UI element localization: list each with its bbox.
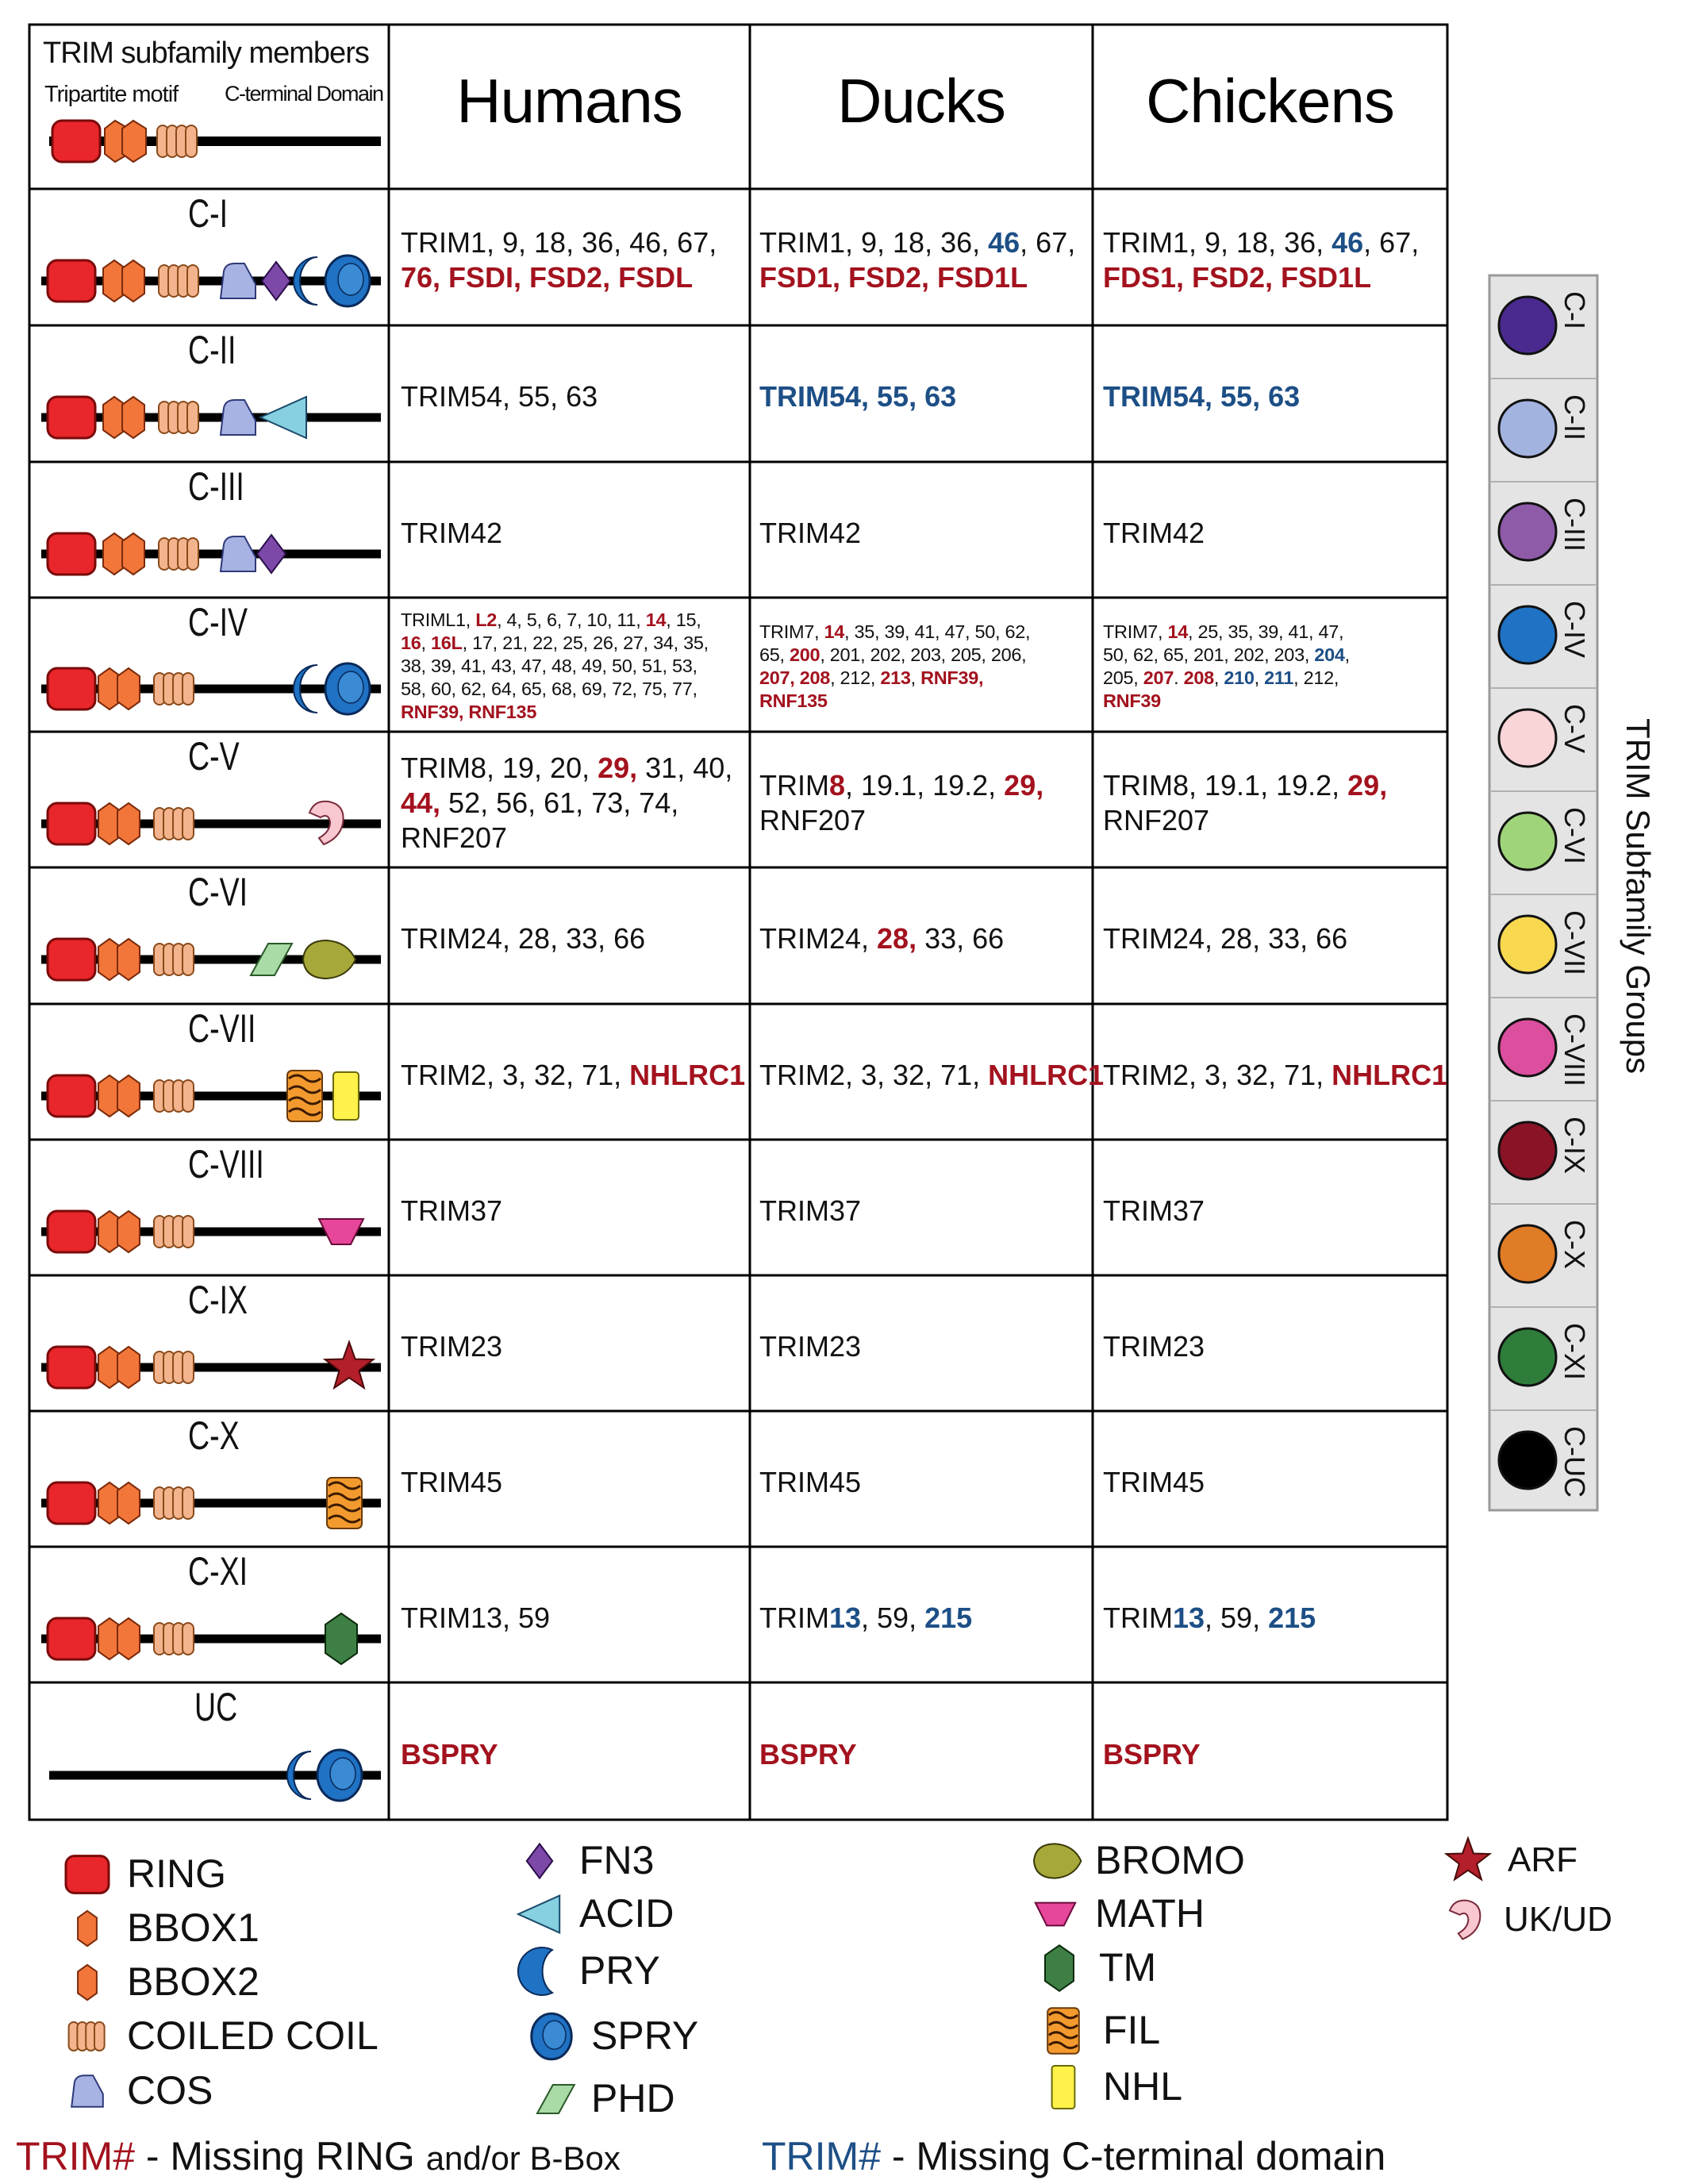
cell-text: 46 [988, 226, 1020, 259]
corner-domain-diagram [40, 111, 389, 175]
group-label: C-II [188, 328, 236, 372]
cell-text: TRIM1, 9, 18, 36, [1103, 226, 1332, 259]
group-legend-label: C-III [1558, 498, 1591, 552]
legend-icon-acid [504, 1882, 575, 1946]
legend-label-ring: RING [127, 1851, 226, 1896]
cell-text: NHLRC1 [988, 1059, 1105, 1091]
legend-icon-phd [516, 2067, 587, 2131]
cell-text: 205, [1103, 667, 1143, 688]
legend-label-fil: FIL [1103, 2008, 1161, 2052]
cell-text: 215 [924, 1601, 973, 1634]
cell-text: , 35, 39, 41, 47, 50, 62, [844, 621, 1031, 642]
cell-text: 8 [828, 769, 846, 802]
cell-text: TRIM37 [1103, 1194, 1205, 1227]
cell-text: TRIML1, [401, 609, 476, 630]
cell-text: , [1254, 667, 1265, 688]
cell-text: RNF135 [759, 690, 828, 711]
legend-label-phd: PHD [591, 2076, 675, 2121]
cell-ducks-c-x [759, 1465, 861, 1500]
cell-text: , 15, [666, 609, 701, 630]
cell-humans-c-i [401, 225, 717, 295]
missing-cterm-mark: TRIM# [762, 2134, 881, 2178]
cell-ducks-uc [759, 1737, 857, 1772]
cell-text: , 17, 21, 22, 25, 26, 27, 34, 35, [462, 633, 709, 653]
group-label: C-III [188, 464, 244, 509]
cell-humans-c-viii [401, 1194, 502, 1228]
group-swatch-c-xi [1499, 1328, 1556, 1386]
group-swatch-c-ii [1499, 400, 1556, 457]
corner-subtitle-cterminal: C-terminal Domain [225, 82, 383, 106]
cell-text: NHLRC1 [629, 1059, 746, 1091]
cell-text: 28, [877, 922, 917, 955]
cell-humans-c-iii [401, 516, 502, 551]
domain-diagram [32, 1457, 389, 1545]
cell-text: 16 [401, 633, 421, 653]
cell-text: 215 [1268, 1601, 1316, 1634]
cell-ducks-c-vii [759, 1058, 1104, 1093]
legend-label-bbox2: BBOX2 [127, 1959, 259, 2004]
group-label: C-IX [188, 1278, 248, 1322]
cell-text: , [1213, 667, 1224, 688]
cell-chickens-c-ii [1103, 379, 1300, 414]
cell-chickens-c-vii [1103, 1058, 1447, 1093]
cell-text: FDS1, FSD2, FSD1L [1103, 261, 1372, 294]
legend-label-bromo: BROMO [1095, 1838, 1245, 1882]
cell-humans-c-v [401, 751, 732, 856]
cell-text: NHLRC1 [1332, 1059, 1448, 1091]
cell-text: TRIM37 [759, 1194, 862, 1227]
group-legend-label: C-I [1558, 291, 1591, 329]
cell-ducks-c-ii [759, 379, 956, 414]
legend-label-tm: TM [1099, 1945, 1157, 1990]
cell-text: , 25, 35, 39, 41, 47, [1188, 621, 1344, 642]
cell-text: , 59, [1205, 1601, 1269, 1634]
cell-text: TRIM1, 9, 18, 36, [759, 226, 989, 259]
cell-text: TRIM24, [759, 922, 878, 955]
legend-icon-pry [504, 1940, 575, 2003]
cell-text: TRIM1, 9, 18, 36, 46, 67, [401, 226, 717, 259]
cell-text: , 212, [1293, 667, 1339, 688]
legend-label-acid: ACID [579, 1891, 674, 1936]
cell-chickens-c-iv [1103, 621, 1350, 713]
cell-text: 207, 208 [759, 667, 831, 688]
cell-text: , 59, [861, 1601, 925, 1634]
group-swatch-c-vii [1499, 916, 1556, 973]
cell-text: 44, [401, 786, 441, 819]
cell-text: RNF39 [1103, 690, 1161, 711]
cell-text: TRIM37 [401, 1194, 503, 1227]
cell-text: 200 [790, 644, 820, 665]
group-legend-label: C-IV [1558, 601, 1591, 658]
cell-ducks-c-xi [759, 1601, 972, 1636]
cell-text: 14 [1167, 621, 1189, 642]
cell-text: BSPRY [1103, 1738, 1201, 1771]
cell-text: TRIM7, [1103, 621, 1168, 642]
legend-icon-spry [516, 2005, 587, 2068]
cell-text: , 4, 5, 6, 7, 10, 11, [497, 609, 646, 630]
cell-text: 33, 66 [917, 922, 1005, 955]
cell-text: BSPRY [759, 1738, 857, 1771]
cell-text: 52, 56, 61, 73, 74, [440, 786, 679, 819]
legend-label-math: MATH [1095, 1891, 1205, 1936]
cell-text: TRIM54, 55, 63 [401, 380, 598, 413]
cell-text: RNF39, RNF135 [401, 702, 537, 722]
cell-text: RNF39, [920, 667, 984, 688]
corner-title: TRIM subfamily members [43, 37, 369, 70]
legend-icon-cos [52, 2059, 123, 2123]
cell-text: RNF207 [401, 821, 508, 854]
missing-ring-note [16, 2133, 621, 2179]
cell-humans-c-ii [401, 379, 598, 414]
cell-text: TRIM45 [1103, 1466, 1205, 1498]
group-label: UC [194, 1685, 238, 1729]
cell-text: 13 [828, 1601, 862, 1634]
cell-chickens-c-i [1103, 225, 1419, 295]
missing-ring-text: - Missing RING [135, 2134, 426, 2178]
domain-diagram [32, 1593, 389, 1681]
group-legend-label: C-IX [1558, 1117, 1591, 1174]
group-label: C-XI [188, 1549, 248, 1594]
domain-diagram [32, 508, 389, 596]
cell-text: TRIM23 [1103, 1330, 1205, 1363]
cell-text: , 67, [1363, 226, 1420, 259]
group-label: C-VIII [188, 1142, 264, 1186]
missing-ring-text2: and/or B-Box [425, 2140, 621, 2177]
cell-ducks-c-vi [759, 921, 1004, 956]
cell-ducks-c-ix [759, 1329, 861, 1364]
cell-text: 76, FSDI, FSD2, FSDL [401, 261, 694, 294]
group-swatch-c-i [1499, 297, 1556, 354]
group-label: C-V [188, 734, 240, 779]
cell-text: , [1344, 644, 1350, 665]
cell-chickens-c-viii [1103, 1194, 1205, 1228]
group-label: C-VII [188, 1006, 256, 1051]
cell-ducks-c-iv [759, 621, 1030, 713]
cell-text: TRIM8, 19.1, 19.2, [1103, 769, 1348, 802]
legend-icon-tm [1024, 1936, 1095, 2000]
group-legend-label: C-II [1558, 394, 1591, 440]
group-legend-label: C-V [1558, 704, 1591, 753]
domain-diagram [32, 1728, 389, 1818]
cell-ducks-c-v [759, 768, 1043, 838]
cell-text: TRIM45 [401, 1466, 503, 1498]
legend-label-spry: SPRY [591, 2013, 699, 2058]
missing-cterm-text: - Missing C-terminal domain [881, 2134, 1386, 2178]
cell-text: TRIM24, 28, 33, 66 [1103, 922, 1348, 955]
legend-label-nhl: NHL [1103, 2064, 1183, 2109]
legend-label-fn3: FN3 [579, 1838, 655, 1882]
cell-text: 210 [1224, 667, 1255, 688]
cell-text: , [910, 667, 921, 688]
legend-icon-cc [52, 2005, 123, 2068]
cell-text: 29, [1004, 769, 1044, 802]
legend-label-cc: COILED COIL [127, 2013, 379, 2058]
legend-icon-nhl [1028, 2055, 1099, 2119]
legend-label-pry: PRY [579, 1948, 660, 1993]
domain-diagram [32, 235, 389, 324]
legend-icon-arf [1432, 1829, 1504, 1893]
group-swatch-c-iv [1499, 606, 1556, 663]
cell-chickens-uc [1103, 1737, 1201, 1772]
cell-text: 14 [645, 609, 667, 630]
column-header-ducks: Ducks [837, 66, 1005, 136]
domain-diagram [32, 913, 389, 1002]
cell-humans-uc [401, 1737, 498, 1772]
cell-text: TRIM [759, 769, 829, 802]
legend-icon-fil [1028, 1999, 1099, 2063]
cell-humans-c-iv [401, 609, 709, 724]
cell-humans-c-x [401, 1465, 502, 1500]
corner-subtitle-tripartite: Tripartite motif [44, 82, 179, 107]
cell-chickens-c-iii [1103, 516, 1205, 551]
group-legend-label: C-VI [1558, 807, 1591, 864]
cell-text: TRIM24, 28, 33, 66 [401, 922, 646, 955]
cell-text: 16L [431, 633, 463, 653]
domain-diagram [32, 371, 389, 460]
cell-humans-c-ix [401, 1329, 502, 1364]
domain-diagram [32, 644, 389, 730]
cell-text: TRIM2, 3, 32, 71, [759, 1059, 989, 1091]
cell-ducks-c-iii [759, 516, 861, 551]
group-swatch-c-ix [1499, 1122, 1556, 1179]
cell-ducks-c-i [759, 225, 1075, 295]
legend-label-arf: ARF [1508, 1840, 1577, 1879]
legend-icon-ukud [1428, 1889, 1500, 1952]
cell-text: , 212, [830, 667, 881, 688]
subfamily-groups-title: TRIM Subfamily Groups [1620, 718, 1657, 1075]
domain-diagram [32, 778, 389, 866]
group-legend-label: C-XI [1558, 1323, 1591, 1380]
cell-text: 211 [1264, 667, 1294, 688]
group-legend-label: C-UC [1558, 1426, 1591, 1498]
legend-label-cos: COS [127, 2068, 213, 2113]
legend-label-bbox1: BBOX1 [127, 1905, 259, 1950]
cell-text: TRIM42 [1103, 517, 1205, 549]
domain-diagram [32, 1050, 389, 1138]
group-swatch-c-vi [1499, 813, 1556, 870]
column-header-humans: Humans [456, 66, 682, 136]
cell-text: TRIM54, 55, 63 [759, 380, 957, 413]
cell-chickens-c-x [1103, 1465, 1205, 1500]
cell-text: TRIM2, 3, 32, 71, [1103, 1059, 1332, 1091]
cell-text: RNF207 [759, 804, 867, 836]
cell-text: 208 [1183, 667, 1214, 688]
cell-text: 58, 60, 62, 64, 65, 68, 69, 72, 75, 77, [401, 679, 697, 699]
cell-text: FSD1, FSD2, FSD1L [759, 261, 1028, 294]
cell-chickens-c-xi [1103, 1601, 1316, 1636]
cell-text: , 201, 202, 203, 205, 206, [820, 644, 1027, 665]
group-swatch-c-iii [1499, 503, 1556, 560]
cell-text: TRIM45 [759, 1466, 862, 1498]
cell-ducks-c-viii [759, 1194, 861, 1228]
group-swatch-c-uc [1499, 1432, 1556, 1489]
group-legend-label: C-VIII [1558, 1013, 1591, 1087]
cell-text: , 67, [1020, 226, 1076, 259]
cell-text: TRIM23 [759, 1330, 862, 1363]
group-legend-label: C-VII [1558, 910, 1591, 976]
cell-text: , 19.1, 19.2, [845, 769, 1005, 802]
cell-text: 65, [759, 644, 790, 665]
cell-text: TRIM23 [401, 1330, 503, 1363]
group-label: C-I [188, 191, 228, 236]
domain-diagram [32, 1186, 389, 1274]
cell-humans-c-vi [401, 921, 645, 956]
cell-text: TRIM [1103, 1601, 1173, 1634]
cell-chickens-c-v [1103, 768, 1387, 838]
cell-text: TRIM2, 3, 32, 71, [401, 1059, 630, 1091]
cell-text: TRIM42 [759, 517, 862, 549]
cell-text: , [421, 633, 432, 653]
group-label: C-VI [188, 870, 248, 914]
group-swatch-c-viii [1499, 1019, 1556, 1076]
domain-diagram [32, 1321, 389, 1409]
cell-text: . [1174, 667, 1184, 688]
cell-text: 46 [1332, 226, 1364, 259]
cell-text: 38, 39, 41, 43, 47, 48, 49, 50, 51, 53, [401, 656, 697, 676]
group-swatch-c-v [1499, 709, 1556, 767]
cell-humans-c-vii [401, 1058, 745, 1093]
cell-text: L2 [475, 609, 498, 630]
cell-chickens-c-ix [1103, 1329, 1205, 1364]
group-legend-label: C-X [1558, 1220, 1591, 1269]
cell-text: TRIM42 [401, 517, 503, 549]
group-label: C-X [188, 1413, 240, 1458]
legend-label-ukud: UK/UD [1504, 1900, 1612, 1939]
cell-text: TRIM7, [759, 621, 824, 642]
cell-text: BSPRY [401, 1738, 498, 1771]
cell-chickens-c-vi [1103, 921, 1347, 956]
cell-text: TRIM54, 55, 63 [1103, 380, 1301, 413]
cell-text: TRIM8, 19, 20, [401, 752, 598, 784]
cell-text: 29, [598, 752, 638, 784]
column-header-chickens: Chickens [1146, 66, 1394, 136]
cell-text: 13 [1172, 1601, 1205, 1634]
cell-text: RNF207 [1103, 804, 1210, 836]
cell-text: 29, [1347, 769, 1388, 802]
group-swatch-c-x [1499, 1225, 1556, 1282]
group-label: C-IV [188, 600, 248, 644]
cell-humans-c-xi [401, 1601, 550, 1636]
cell-text: TRIM13, 59 [401, 1601, 551, 1634]
cell-text: TRIM [759, 1601, 829, 1634]
cell-text: 14 [824, 621, 845, 642]
cell-text: 31, 40, [637, 752, 733, 784]
cell-text: 213 [880, 667, 911, 688]
cell-text: 207 [1143, 667, 1174, 688]
missing-cterm-note [762, 2133, 1385, 2179]
cell-text: 50, 62, 65, 201, 202, 203, [1103, 644, 1315, 665]
missing-ring-mark: TRIM# [16, 2134, 135, 2178]
cell-text: 204 [1314, 644, 1345, 665]
